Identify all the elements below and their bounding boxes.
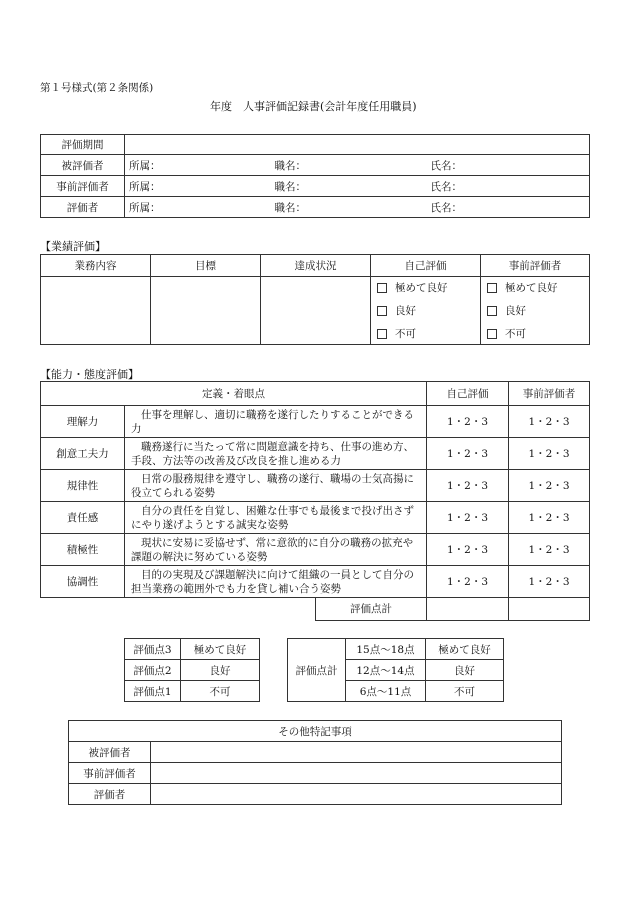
criterion-description: 仕事を理解し、適切に職務を遂行したりすることができる力 xyxy=(125,406,427,438)
ability-row xyxy=(41,470,590,502)
name-field[interactable]: 氏名： xyxy=(427,176,590,197)
ability-header-row xyxy=(41,382,590,406)
header-row-period xyxy=(41,135,590,155)
ability-table xyxy=(40,381,590,621)
option-label: 不可 xyxy=(505,327,526,340)
checkbox[interactable] xyxy=(487,306,497,316)
legend-total-value: 良好 xyxy=(426,660,504,681)
position-field[interactable]: 職名： xyxy=(271,155,427,176)
column-header: 自己評価 xyxy=(427,382,509,406)
self-score[interactable]: 1・2・3 xyxy=(427,406,509,438)
criterion-name: 積極性 xyxy=(41,534,125,566)
criterion-name: 協調性 xyxy=(41,566,125,598)
column-header: 目標 xyxy=(151,255,261,277)
legend-point-label: 評価点1 xyxy=(125,681,181,702)
period-field[interactable] xyxy=(125,135,590,155)
ability-row xyxy=(41,438,590,470)
column-header: 自己評価 xyxy=(371,255,481,277)
task-content-field[interactable] xyxy=(41,277,151,345)
header-label: 評価期間 xyxy=(41,135,125,155)
pre-option-excellent[interactable] xyxy=(481,277,590,299)
header-label: 被評価者 xyxy=(41,155,125,176)
criterion-name: 創意工夫力 xyxy=(41,438,125,470)
legend-total-table xyxy=(287,638,504,702)
header-row-pre-evaluator xyxy=(41,176,590,197)
header-row-evaluee xyxy=(41,155,590,176)
remarks-field[interactable] xyxy=(151,784,562,805)
pre-evaluator-score[interactable]: 1・2・3 xyxy=(509,566,590,598)
header-row-evaluator xyxy=(41,197,590,218)
legend-point-label: 評価点2 xyxy=(125,660,181,681)
criterion-description: 自分の責任を自覚し、困難な仕事でも最後まで投げ出さずにやり遂げようとする誠実な姿勢 xyxy=(125,502,427,534)
self-score[interactable]: 1・2・3 xyxy=(427,438,509,470)
legend-points-table xyxy=(124,638,260,702)
column-header: 事前評価者 xyxy=(509,382,590,406)
header-label: 評価者 xyxy=(41,197,125,218)
legend-total-range: 12点～14点 xyxy=(346,660,426,681)
header-label: 事前評価者 xyxy=(41,176,125,197)
criterion-description: 職務遂行に当たって常に問題意識を持ち、仕事の進め方、手段、方法等の改善及び改良を推し進める力 xyxy=(125,438,427,470)
checkbox[interactable] xyxy=(487,329,497,339)
criterion-name: 規律性 xyxy=(41,470,125,502)
column-header: 事前評価者 xyxy=(481,255,590,277)
self-total-field[interactable] xyxy=(427,598,509,621)
option-label: 良好 xyxy=(505,305,526,317)
legend-total-value: 不可 xyxy=(426,681,504,702)
criterion-description: 日常の服務規律を遵守し、職務の遂行、職場の士気高揚に役立てられる姿勢 xyxy=(125,470,427,502)
name-field[interactable]: 氏名： xyxy=(427,155,590,176)
self-score[interactable]: 1・2・3 xyxy=(427,566,509,598)
pre-option-good[interactable] xyxy=(481,299,590,323)
legend-point-label: 評価点3 xyxy=(125,639,181,660)
checkbox[interactable] xyxy=(377,306,387,316)
option-label: 良好 xyxy=(395,305,416,317)
option-label: 極めて良好 xyxy=(505,282,558,295)
remarks-field[interactable] xyxy=(151,763,562,784)
pre-option-poor[interactable] xyxy=(481,323,590,345)
self-option-poor[interactable] xyxy=(371,323,481,345)
form-number: 第１号様式(第２条関係) xyxy=(40,82,154,94)
ability-row xyxy=(41,406,590,438)
legend-point-value: 極めて良好 xyxy=(181,639,260,660)
criterion-name: 責任感 xyxy=(41,502,125,534)
criterion-name: 理解力 xyxy=(41,406,125,438)
checkbox[interactable] xyxy=(377,329,387,339)
position-field[interactable]: 職名： xyxy=(271,197,427,218)
pre-total-field[interactable] xyxy=(509,598,590,621)
performance-section-label: 【業績評価】 xyxy=(40,240,106,253)
column-header: 達成状況 xyxy=(261,255,371,277)
ability-section-label: 【能力・態度評価】 xyxy=(40,368,139,381)
legend-total-value: 極めて良好 xyxy=(426,639,504,660)
legend-total-range: 6点～11点 xyxy=(346,681,426,702)
ability-row xyxy=(41,566,590,598)
affiliation-field[interactable]: 所属： xyxy=(125,155,271,176)
performance-table xyxy=(40,254,590,345)
name-field[interactable]: 氏名： xyxy=(427,197,590,218)
goal-field[interactable] xyxy=(151,277,261,345)
ability-row xyxy=(41,534,590,566)
remarks-row-label: 事前評価者 xyxy=(69,763,151,784)
position-field[interactable]: 職名： xyxy=(271,176,427,197)
checkbox[interactable] xyxy=(487,283,497,293)
self-option-excellent[interactable] xyxy=(371,277,481,299)
checkbox[interactable] xyxy=(377,283,387,293)
remarks-row-label: 評価者 xyxy=(69,784,151,805)
header-table xyxy=(40,134,590,218)
self-score[interactable]: 1・2・3 xyxy=(427,534,509,566)
pre-evaluator-score[interactable]: 1・2・3 xyxy=(509,438,590,470)
self-option-good[interactable] xyxy=(371,299,481,323)
column-header: 定義・着眼点 xyxy=(41,382,427,406)
ability-row xyxy=(41,502,590,534)
affiliation-field[interactable]: 所属： xyxy=(125,197,271,218)
legend-total-range: 15点～18点 xyxy=(346,639,426,660)
self-score[interactable]: 1・2・3 xyxy=(427,502,509,534)
column-header: 業務内容 xyxy=(41,255,151,277)
pre-evaluator-score[interactable]: 1・2・3 xyxy=(509,534,590,566)
achievement-field[interactable] xyxy=(261,277,371,345)
total-label: 評価点計 xyxy=(315,597,427,621)
legend-point-value: 不可 xyxy=(181,681,260,702)
criterion-description: 目的の実現及び課題解決に向けて組織の一員として自分の担当業務の範囲外でも力を貸し補い合う姿勢 xyxy=(125,566,427,598)
remarks-row-label: 被評価者 xyxy=(69,742,151,763)
self-score[interactable]: 1・2・3 xyxy=(427,470,509,502)
pre-evaluator-score[interactable]: 1・2・3 xyxy=(509,502,590,534)
legend-point-value: 良好 xyxy=(181,660,260,681)
affiliation-field[interactable]: 所属： xyxy=(125,176,271,197)
legend-total-label: 評価点計 xyxy=(288,639,346,702)
remarks-field[interactable] xyxy=(151,742,562,763)
remarks-title: その他特記事項 xyxy=(69,721,562,742)
option-label: 極めて良好 xyxy=(395,282,448,295)
option-label: 不可 xyxy=(395,327,416,340)
ability-total-row xyxy=(41,598,590,621)
performance-header-row xyxy=(41,255,590,277)
remarks-table xyxy=(68,720,562,805)
pre-evaluator-score[interactable]: 1・2・3 xyxy=(509,406,590,438)
criterion-description: 現状に安易に妥協せず、常に意欲的に自分の職務の拡充や課題の解決に努めている姿勢 xyxy=(125,534,427,566)
page-title: 年度 人事評価記録書(会計年度任用職員) xyxy=(210,100,417,113)
pre-evaluator-score[interactable]: 1・2・3 xyxy=(509,470,590,502)
